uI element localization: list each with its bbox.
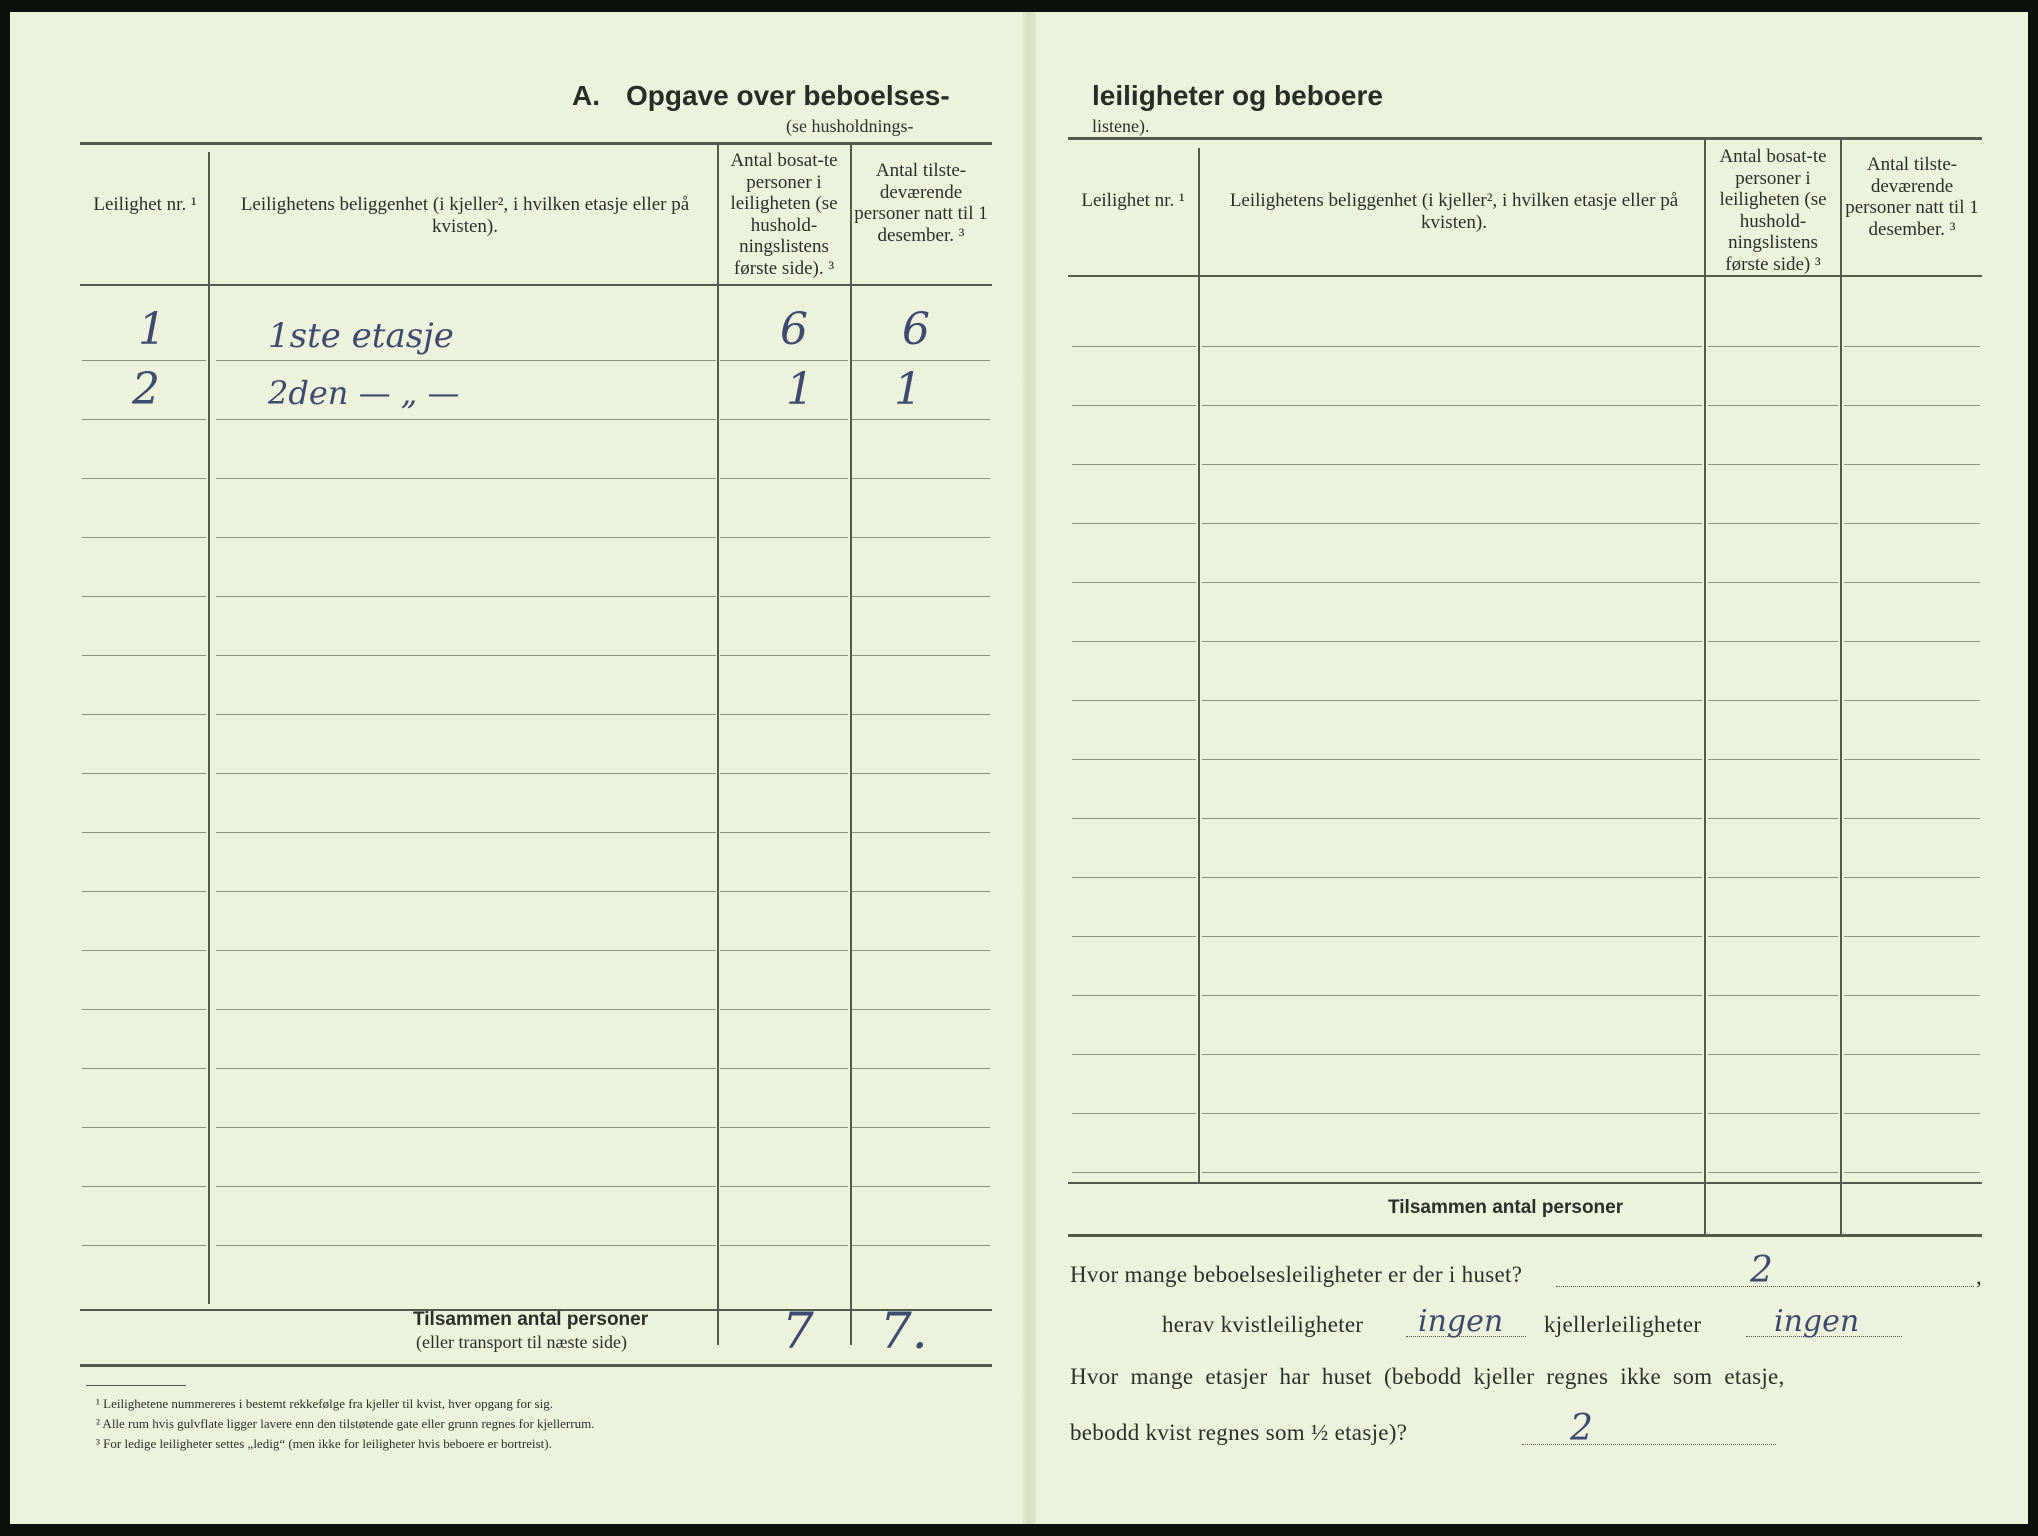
- row-line: [1708, 877, 1838, 878]
- row-line: [1202, 995, 1702, 996]
- row-line: [216, 1068, 716, 1069]
- row-line: [1202, 641, 1702, 642]
- row-line: [1844, 405, 1980, 406]
- row-line: [1708, 405, 1838, 406]
- row-line: [82, 1186, 206, 1187]
- footnote-separator: [86, 1385, 186, 1386]
- row-line: [216, 1127, 716, 1128]
- row-line: [82, 832, 206, 833]
- question-1-label: Hvor mange beboelsesleiligheter er der i huset?: [1070, 1262, 1523, 1287]
- table-top-rule: [80, 142, 992, 145]
- row-line: [82, 419, 206, 420]
- row-line: [1072, 405, 1196, 406]
- row-line: [82, 1009, 206, 1010]
- row-line: [852, 1186, 990, 1187]
- row-line: [1708, 1054, 1838, 1055]
- row-line: [216, 360, 716, 361]
- question-2-kvist-answer: ingen: [1418, 1304, 1504, 1339]
- row-line: [1202, 1054, 1702, 1055]
- row1-tilstede: 6: [902, 304, 930, 355]
- row-line: [1202, 759, 1702, 760]
- row-line: [1708, 1172, 1838, 1173]
- row-line: [1844, 346, 1980, 347]
- row-line: [1844, 464, 1980, 465]
- row-line: [1708, 582, 1838, 583]
- row-line: [1708, 346, 1838, 347]
- row-line: [82, 1245, 206, 1246]
- row1-beliggenhet: 1ste etasje: [268, 316, 454, 356]
- total-bosatte: 7: [782, 1302, 814, 1360]
- row-line: [1202, 346, 1702, 347]
- row-line: [1844, 582, 1980, 583]
- row-line: [1844, 523, 1980, 524]
- row-line: [852, 950, 990, 951]
- row-line: [1072, 582, 1196, 583]
- total-tilstede: 7.: [880, 1302, 928, 1360]
- row-line: [82, 596, 206, 597]
- row-line: [1844, 759, 1980, 760]
- row-line: [720, 655, 848, 656]
- row-line: [82, 714, 206, 715]
- row-line: [1202, 405, 1702, 406]
- row-line: [1708, 641, 1838, 642]
- row-line: [1708, 464, 1838, 465]
- row-line: [1072, 1113, 1196, 1114]
- row-line: [216, 537, 716, 538]
- row-line: [216, 832, 716, 833]
- row-line: [1202, 464, 1702, 465]
- row-line: [852, 1009, 990, 1010]
- row-line: [82, 950, 206, 951]
- header-bosatte: Antal bosat-te personer i leiligheten (se hushold-ningslistens første side) ³: [1719, 146, 1827, 275]
- total-label-left: Tilsammen antal personer: [413, 1309, 649, 1330]
- row-line: [1708, 818, 1838, 819]
- row-line: [852, 419, 990, 420]
- question-1-comma: ,: [1976, 1264, 1983, 1289]
- row-line: [216, 478, 716, 479]
- col-divider: [1704, 140, 1706, 1236]
- page-subtitle-right: listene).: [1092, 116, 1150, 136]
- row-line: [720, 419, 848, 420]
- census-form-sheet: [10, 12, 2028, 1524]
- row-line: [1202, 523, 1702, 524]
- row-line: [720, 891, 848, 892]
- row-line: [720, 537, 848, 538]
- footnote-3: ³ For ledige leiligheter settes „ledig“ (men ikke for leiligheter hvis beboere er bortreist).: [96, 1436, 552, 1451]
- row-line: [1072, 523, 1196, 524]
- row-line: [1072, 759, 1196, 760]
- row-line: [82, 1127, 206, 1128]
- row-line: [720, 478, 848, 479]
- row-line: [852, 537, 990, 538]
- row-line: [1072, 1172, 1196, 1173]
- row-line: [1708, 995, 1838, 996]
- row2-nr: 2: [132, 364, 160, 415]
- row-line: [1072, 346, 1196, 347]
- row-line: [216, 891, 716, 892]
- page-fold: [1022, 12, 1036, 1524]
- header-leilighet-nr: Leilighet nr. ¹: [1081, 190, 1185, 211]
- footnote-2: ² Alle rum hvis gulvflate ligger lavere enn den tilstøtende gate eller grunn regnes for kjellerrum.: [96, 1416, 595, 1431]
- row-line: [1072, 995, 1196, 996]
- row-line: [1202, 818, 1702, 819]
- row-line: [1844, 700, 1980, 701]
- row-line: [720, 714, 848, 715]
- row-line: [720, 773, 848, 774]
- row-line: [216, 773, 716, 774]
- row-line: [720, 1186, 848, 1187]
- row-line: [720, 1009, 848, 1010]
- answer-line-3: [1522, 1444, 1776, 1445]
- total-label-right: Tilsammen antal personer: [1388, 1197, 1624, 1218]
- row-line: [852, 596, 990, 597]
- row-line: [720, 596, 848, 597]
- row-line: [216, 419, 716, 420]
- row-line: [216, 1009, 716, 1010]
- row-line: [852, 832, 990, 833]
- header-tilstede: Antal tilste-deværende personer natt til 1 desember. ³: [854, 160, 988, 246]
- row2-tilstede: 1: [894, 364, 922, 415]
- row-line: [720, 832, 848, 833]
- header-tilstede: Antal tilste-deværende personer natt til 1 desember. ³: [1845, 154, 1979, 240]
- total-note-left: (eller transport til næste side): [416, 1332, 627, 1352]
- row-line: [82, 478, 206, 479]
- question-3-label-line1: Hvor mange etasjer har huset (bebodd kjeller regnes ikke som etasje,: [1070, 1364, 1785, 1389]
- row-line: [720, 360, 848, 361]
- row-line: [1844, 1172, 1980, 1173]
- row-line: [82, 537, 206, 538]
- row-line: [216, 596, 716, 597]
- row-line: [720, 950, 848, 951]
- row-line: [216, 655, 716, 656]
- page-title-right: leiligheter og beboere: [1092, 80, 1383, 111]
- row-line: [1202, 936, 1702, 937]
- row-line: [852, 1245, 990, 1246]
- col-divider: [1840, 140, 1842, 1236]
- row-line: [216, 714, 716, 715]
- question-2-kvist-label: herav kvistleiligheter: [1162, 1312, 1364, 1337]
- row-line: [852, 891, 990, 892]
- row-line: [216, 950, 716, 951]
- row2-bosatte: 1: [786, 364, 814, 415]
- row-line: [1844, 641, 1980, 642]
- row-line: [1072, 818, 1196, 819]
- row-line: [1708, 936, 1838, 937]
- row-line: [82, 773, 206, 774]
- row-line: [1072, 700, 1196, 701]
- page-title-left: Opgave over beboelses-: [626, 80, 950, 111]
- row-line: [1844, 1113, 1980, 1114]
- row-line: [216, 1186, 716, 1187]
- header-beliggenhet: Leilighetens beliggenhet (i kjeller², i hvilken etasje eller på kvisten).: [1229, 190, 1679, 233]
- row-line: [1202, 1172, 1702, 1173]
- row-line: [852, 773, 990, 774]
- row-line: [1844, 1054, 1980, 1055]
- row-line: [1708, 523, 1838, 524]
- section-label: A.: [572, 80, 600, 111]
- table-top-rule: [1068, 137, 1982, 140]
- question-3-answer: 2: [1570, 1408, 1593, 1449]
- total-bottom-rule: [1068, 1234, 1982, 1237]
- row-line: [1844, 877, 1980, 878]
- col-divider: [850, 145, 852, 1345]
- row-line: [852, 1068, 990, 1069]
- total-bottom-rule: [80, 1364, 992, 1367]
- row-line: [1072, 641, 1196, 642]
- row-line: [1072, 877, 1196, 878]
- row-line: [82, 655, 206, 656]
- question-2-kjeller-answer: ingen: [1774, 1304, 1860, 1339]
- row-line: [1708, 1113, 1838, 1114]
- row-line: [1708, 700, 1838, 701]
- question-3-label-line2: bebodd kvist regnes som ½ etasje)?: [1070, 1420, 1408, 1445]
- row-line: [82, 1068, 206, 1069]
- row-line: [1844, 818, 1980, 819]
- col-divider: [208, 152, 210, 1304]
- page-subtitle-left: (se husholdnings-: [786, 116, 914, 136]
- row-line: [720, 1245, 848, 1246]
- row2-beliggenhet: 2den — „ —: [268, 374, 460, 412]
- row-line: [1202, 582, 1702, 583]
- row-line: [720, 1127, 848, 1128]
- footnote-1: ¹ Leilighetene nummereres i bestemt rekkefølge fra kjeller til kvist, hver opgang for sig.: [96, 1396, 553, 1411]
- row-line: [720, 1068, 848, 1069]
- row-line: [852, 655, 990, 656]
- row-line: [852, 360, 990, 361]
- row-line: [1844, 936, 1980, 937]
- row-line: [1202, 1113, 1702, 1114]
- row-line: [1202, 700, 1702, 701]
- row-line: [852, 478, 990, 479]
- row1-bosatte: 6: [780, 304, 808, 355]
- header-bottom-rule: [1068, 275, 1982, 277]
- row1-nr: 1: [138, 304, 166, 355]
- col-divider: [1198, 148, 1200, 1182]
- col-divider: [717, 145, 719, 1345]
- row-line: [82, 891, 206, 892]
- header-leilighet-nr: Leilighet nr. ¹: [93, 194, 197, 215]
- row-line: [216, 1245, 716, 1246]
- row-line: [82, 360, 206, 361]
- row-line: [1072, 1054, 1196, 1055]
- row-line: [852, 1127, 990, 1128]
- row-line: [852, 714, 990, 715]
- row-line: [1708, 759, 1838, 760]
- question-1-answer: 2: [1750, 1250, 1773, 1291]
- question-2-kjeller-label: kjellerleiligheter: [1544, 1312, 1702, 1337]
- header-beliggenhet: Leilighetens beliggenhet (i kjeller², i hvilken etasje eller på kvisten).: [240, 194, 690, 237]
- total-top-rule: [1068, 1182, 1982, 1184]
- row-line: [1202, 877, 1702, 878]
- row-line: [1072, 936, 1196, 937]
- header-bosatte: Antal bosat-te personer i leiligheten (se hushold-ningslistens første side). ³: [730, 150, 838, 279]
- header-bottom-rule: [80, 284, 992, 286]
- row-line: [1844, 995, 1980, 996]
- row-line: [1072, 464, 1196, 465]
